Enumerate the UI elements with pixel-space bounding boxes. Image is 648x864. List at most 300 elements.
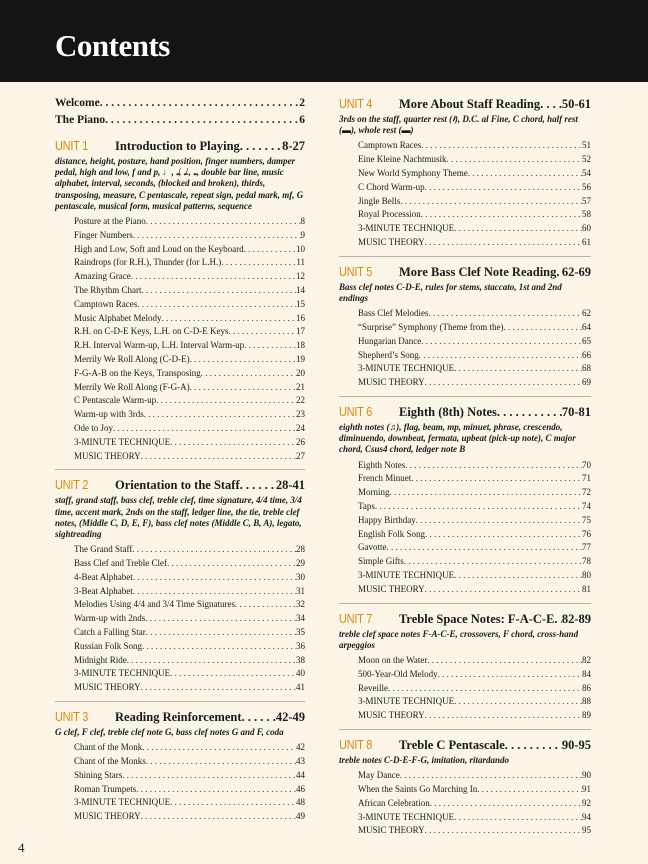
- item-page: 21: [296, 381, 305, 392]
- list-item: [74, 811, 305, 825]
- item-title: Simple Gifts: [358, 556, 404, 567]
- list-item: [74, 354, 305, 368]
- item-title: Russian Folk Song: [74, 640, 143, 651]
- leader-dots: [131, 271, 296, 281]
- unit-pages: 62-69: [561, 264, 591, 279]
- leader-dots: [375, 501, 582, 511]
- list-item: [358, 154, 591, 168]
- item-page: 17: [296, 326, 305, 337]
- item-page: 44: [296, 769, 305, 780]
- leader-dots: [454, 363, 582, 373]
- leader-dots: [454, 696, 582, 706]
- list-item: [74, 216, 305, 230]
- unit-pages: 8-27: [282, 139, 305, 153]
- leader-dots: [142, 641, 296, 651]
- list-item: [74, 613, 305, 627]
- unit-description: G clef, F clef, treble clef note G, bass clef notes G and F, coda: [55, 726, 284, 737]
- unit-section: [339, 612, 591, 730]
- item-page: 27: [296, 450, 305, 461]
- item-title: Jingle Bells: [358, 195, 401, 206]
- list-item: [358, 363, 591, 377]
- list-item: [358, 501, 591, 515]
- leader-dots: [429, 308, 583, 318]
- item-page: 42: [296, 742, 305, 753]
- item-title: 3-MINUTE TECHNIQUE: [74, 797, 171, 808]
- item-title: “Surprise” Symphony (Theme from the): [358, 321, 504, 332]
- leader-dots: [421, 140, 582, 150]
- item-title: Hungarian Dance: [358, 335, 422, 346]
- leader-dots: [190, 382, 296, 392]
- item-page: 78: [582, 556, 591, 567]
- item-page: 70: [582, 459, 591, 470]
- leader-dots: [503, 322, 582, 332]
- item-title: 3-Beat Alphabet: [74, 585, 133, 596]
- leader-dots: [425, 584, 582, 594]
- item-page: 38: [296, 654, 305, 665]
- unit-label: UNIT 4: [339, 97, 373, 111]
- unit-section: [55, 710, 305, 825]
- leader-dots: [421, 336, 582, 346]
- left-column: [55, 97, 305, 825]
- list-item: [74, 655, 305, 669]
- item-page: 36: [296, 640, 305, 651]
- item-page: 68: [582, 363, 591, 374]
- item-title: R.H. on C-D-E Keys, L.H. on C-D-E Keys: [74, 326, 229, 337]
- leader-dots: [146, 627, 296, 637]
- unit-description: treble notes C-D-E-F-G, imitation, ritardando: [339, 754, 510, 765]
- item-page: 90: [582, 770, 591, 781]
- unit-pages: 42-49: [275, 709, 305, 724]
- leader-dots: [425, 237, 582, 247]
- item-page: 91: [582, 783, 591, 794]
- list-item: [74, 797, 305, 811]
- leader-dots: [235, 599, 296, 609]
- unit-title: Eighth (8th) Notes: [399, 404, 497, 419]
- leader-dots: [167, 558, 296, 568]
- item-title: 4-Beat Alphabet: [74, 571, 133, 582]
- item-title: 3-MINUTE TECHNIQUE: [74, 436, 171, 447]
- page-title: Contents: [55, 28, 170, 63]
- list-item: [358, 336, 591, 350]
- leader-dots: [477, 784, 582, 794]
- unit-section: [339, 265, 591, 397]
- item-title: MUSIC THEORY: [74, 682, 141, 693]
- list-item: [74, 326, 305, 340]
- item-title: African Celebration: [358, 797, 430, 808]
- toc-entry: [55, 97, 305, 114]
- unit-pages: 28-41: [275, 478, 305, 493]
- item-page: 60: [582, 223, 591, 234]
- list-item: [358, 529, 591, 543]
- leader-dots: [425, 377, 582, 387]
- item-title: MUSIC THEORY: [358, 236, 425, 247]
- list-item: [74, 299, 305, 313]
- item-page: 31: [296, 585, 305, 596]
- list-item: [358, 655, 591, 669]
- item-page: 20: [296, 367, 305, 378]
- leader-dots: [162, 313, 297, 323]
- leader-dots: [419, 350, 582, 360]
- section-divider: [339, 396, 591, 397]
- unit-section: [55, 478, 305, 702]
- item-page: 15: [296, 298, 305, 309]
- item-title: MUSIC THEORY: [358, 825, 425, 836]
- list-item: [74, 285, 305, 299]
- leader-dots: [505, 738, 562, 753]
- leader-dots: [241, 710, 275, 725]
- item-page: 41: [296, 682, 305, 693]
- leader-dots: [244, 340, 296, 350]
- leader-dots: [400, 196, 582, 206]
- leader-dots: [146, 756, 296, 766]
- item-page: 64: [582, 321, 591, 332]
- item-page: 52: [582, 154, 591, 165]
- item-page: 23: [296, 409, 305, 420]
- item-page: 86: [582, 682, 591, 693]
- item-title: R.H. Interval Warm-up, L.H. Interval Warm-up: [74, 340, 245, 351]
- list-item: [358, 784, 591, 798]
- item-page: 22: [296, 395, 305, 406]
- unit-pages: 90-95: [561, 737, 591, 752]
- leader-dots: [387, 542, 583, 552]
- unit-section: [339, 738, 591, 839]
- leader-dots: [127, 655, 296, 665]
- item-title: Bass Clef Melodies: [358, 308, 429, 319]
- leader-dots: [240, 139, 282, 154]
- list-item: [74, 770, 305, 784]
- leader-dots: [454, 223, 582, 233]
- item-page: 88: [582, 696, 591, 707]
- item-title: Roman Trumpets: [74, 783, 137, 794]
- item-title: The Grand Staff: [74, 544, 133, 555]
- unit-item-list: [339, 308, 591, 391]
- unit-heading: [339, 612, 591, 627]
- leader-dots: [425, 182, 582, 192]
- item-title: Happy Birthday: [358, 514, 416, 525]
- leader-dots: [146, 216, 301, 226]
- item-title: When the Saints Go Marching In: [358, 783, 478, 794]
- leader-dots: [454, 812, 582, 822]
- leader-dots: [144, 409, 296, 419]
- item-title: Amazing Grace: [74, 271, 131, 282]
- list-item: [358, 669, 591, 683]
- unit-pages: 50-61: [561, 97, 591, 111]
- item-title: Merrily We Roll Along (F-G-A): [74, 381, 190, 392]
- list-item: [358, 584, 591, 598]
- list-item: [74, 451, 305, 465]
- list-item: [358, 168, 591, 182]
- leader-dots: [122, 770, 296, 780]
- item-title: Eighth Notes: [358, 459, 406, 470]
- unit-item-list: [339, 460, 591, 598]
- unit-heading: [339, 405, 591, 420]
- unit-label: UNIT 2: [55, 478, 89, 493]
- item-title: Warm-up with 2nds: [74, 613, 146, 624]
- item-page: 29: [296, 557, 305, 568]
- leader-dots: [438, 669, 582, 679]
- item-title: Moon on the Water: [358, 654, 428, 665]
- leader-dots: [137, 299, 296, 309]
- header-bar: [0, 0, 648, 82]
- item-title: MUSIC THEORY: [358, 377, 425, 388]
- list-item: [74, 313, 305, 327]
- unit-title: Introduction to Playing: [115, 139, 240, 153]
- list-item: [74, 572, 305, 586]
- item-page: 65: [582, 335, 591, 346]
- list-item: [74, 437, 305, 451]
- leader-dots: [454, 570, 582, 580]
- list-item: [358, 710, 591, 724]
- item-page: 48: [296, 797, 305, 808]
- unit-section: [339, 405, 591, 604]
- section-divider: [339, 256, 591, 257]
- leader-dots: [145, 613, 296, 623]
- toc-entry-title: Welcome: [55, 97, 100, 109]
- unit-title: Reading Reinforcement: [115, 709, 242, 724]
- item-page: 11: [296, 257, 305, 268]
- item-page: 51: [582, 140, 591, 151]
- leader-dots: [425, 825, 582, 835]
- leader-dots: [201, 368, 296, 378]
- item-title: Royal Procession: [358, 209, 421, 220]
- leader-dots: [170, 797, 296, 807]
- item-page: 43: [296, 755, 305, 766]
- unit-title: More About Staff Reading: [399, 97, 541, 111]
- item-page: 71: [582, 473, 591, 484]
- list-item: [358, 223, 591, 237]
- leader-dots: [100, 97, 300, 109]
- item-title: Bass Clef and Treble Clef: [74, 557, 167, 568]
- item-page: 61: [582, 236, 591, 247]
- item-title: Posture at the Piano: [74, 216, 146, 227]
- leader-dots: [228, 326, 296, 336]
- item-page: 12: [296, 271, 305, 282]
- item-title: French Minuet: [358, 473, 412, 484]
- leader-dots: [421, 209, 582, 219]
- list-item: [74, 409, 305, 423]
- leader-dots: [221, 257, 296, 267]
- unit-description: Bass clef notes C-D-E, rules for stems, staccato, 1st and 2nd endings: [339, 281, 562, 303]
- list-item: [74, 784, 305, 798]
- item-title: Chant of the Monks: [74, 755, 146, 766]
- leader-dots: [400, 770, 582, 780]
- leader-dots: [113, 423, 296, 433]
- unit-item-list: [339, 140, 591, 250]
- item-title: F-G-A-B on the Keys, Transposing: [74, 367, 201, 378]
- item-title: Eine Kleine Nachtmusik: [358, 154, 447, 165]
- item-page: 10: [296, 243, 305, 254]
- toc-entry-title: The Piano: [55, 114, 106, 126]
- item-page: 34: [296, 613, 305, 624]
- leader-dots: [156, 395, 296, 405]
- list-item: [358, 209, 591, 223]
- leader-dots: [132, 544, 296, 554]
- list-item: [358, 812, 591, 826]
- unit-pages: 82-89: [561, 611, 591, 626]
- item-title: Reveille: [358, 682, 388, 693]
- section-divider: [339, 729, 591, 730]
- leader-dots: [133, 230, 301, 240]
- item-page: 62: [582, 308, 591, 319]
- item-page: 14: [296, 285, 305, 295]
- unit-item-list: [339, 770, 591, 839]
- list-item: [358, 308, 591, 322]
- leader-dots: [425, 529, 582, 539]
- list-item: [358, 825, 591, 839]
- leader-dots: [390, 487, 583, 497]
- item-title: 3-MINUTE TECHNIQUE: [358, 363, 455, 374]
- item-title: English Folk Song: [358, 528, 426, 539]
- item-title: 3-MINUTE TECHNIQUE: [358, 569, 455, 580]
- item-page: 35: [296, 626, 305, 637]
- leader-dots: [497, 405, 562, 420]
- list-item: [74, 641, 305, 655]
- item-title: 3-MINUTE TECHNIQUE: [358, 223, 455, 234]
- item-page: 40: [296, 668, 305, 679]
- list-item: [358, 350, 591, 364]
- item-title: Midnight Ride: [74, 654, 127, 665]
- item-page: 19: [296, 353, 305, 364]
- leader-dots: [427, 655, 582, 665]
- leader-dots: [136, 784, 296, 794]
- leader-dots: [416, 515, 582, 525]
- list-item: [358, 182, 591, 196]
- item-title: MUSIC THEORY: [74, 811, 141, 822]
- item-page: 74: [582, 500, 591, 511]
- list-item: [74, 742, 305, 756]
- item-page: 76: [582, 528, 591, 539]
- item-title: Shepherd’s Song: [358, 349, 419, 360]
- item-page: 18: [296, 340, 305, 351]
- list-item: [358, 683, 591, 697]
- leader-dots: [468, 168, 582, 178]
- item-title: 3-MINUTE TECHNIQUE: [358, 696, 455, 707]
- list-item: [74, 382, 305, 396]
- item-title: Warm-up with 3rds: [74, 409, 144, 420]
- unit-label: UNIT 3: [55, 709, 89, 724]
- toc-entry: [55, 114, 305, 131]
- unit-heading: [339, 738, 591, 753]
- list-item: [358, 556, 591, 570]
- item-page: 94: [582, 811, 591, 822]
- item-page: 89: [582, 710, 591, 721]
- list-item: [358, 377, 591, 391]
- item-page: 69: [582, 377, 591, 388]
- item-page: 9: [300, 229, 305, 240]
- item-title: MUSIC THEORY: [358, 710, 425, 721]
- list-item: [358, 515, 591, 529]
- item-title: Ode to Joy: [74, 422, 113, 433]
- item-title: The Rhythm Chart: [74, 285, 142, 295]
- unit-label: UNIT 5: [339, 264, 373, 279]
- unit-label: UNIT 6: [339, 404, 373, 419]
- section-divider: [339, 603, 591, 604]
- list-item: [74, 244, 305, 258]
- leader-dots: [554, 612, 561, 627]
- leader-dots: [133, 572, 296, 582]
- item-title: Catch a Falling Star: [74, 626, 146, 637]
- item-title: May Dance: [358, 770, 400, 781]
- list-item: [74, 340, 305, 354]
- leader-dots: [141, 451, 296, 461]
- item-page: 92: [582, 797, 591, 808]
- item-page: 28: [296, 544, 305, 555]
- unit-label: UNIT 1: [55, 139, 89, 153]
- list-item: [358, 237, 591, 251]
- item-page: 8: [300, 216, 305, 227]
- list-item: [74, 756, 305, 770]
- list-item: [358, 798, 591, 812]
- item-page: 24: [296, 422, 305, 433]
- item-title: Gavotte: [358, 542, 387, 553]
- list-item: [358, 696, 591, 710]
- unit-label: UNIT 7: [339, 611, 373, 626]
- unit-heading: [339, 265, 591, 280]
- leader-dots: [411, 473, 582, 483]
- item-title: MUSIC THEORY: [74, 450, 141, 461]
- toc-entry-page: 2: [299, 97, 305, 109]
- unit-title: Treble C Pentascale: [399, 737, 505, 752]
- leader-dots: [540, 97, 562, 112]
- list-item: [74, 230, 305, 244]
- list-item: [74, 682, 305, 696]
- list-item: [74, 395, 305, 409]
- item-title: Melodies Using 4/4 and 3/4 Time Signatures: [74, 599, 236, 610]
- item-page: 80: [582, 569, 591, 580]
- leader-dots: [425, 710, 582, 720]
- item-page: 81: [582, 583, 591, 594]
- item-page: 30: [296, 571, 305, 582]
- unit-item-list: [339, 655, 591, 724]
- unit-description: distance, height, posture, hand position, finger numbers, damper pedal, high and low, f and p, ♩, 𝅗𝅥, 𝅗𝅥., 𝅝, double bar line, music alphabet, interval, seconds, (blocked and broken), thirds, transposing, measure, C pentascale, repeat sign, pedal mark, mf, G pentascale, musical form, musical patterns, sequence: [55, 156, 304, 211]
- item-title: Finger Numbers: [74, 229, 133, 240]
- list-item: [358, 473, 591, 487]
- leader-dots: [170, 437, 296, 447]
- section-divider: [55, 701, 305, 702]
- item-title: Merrily We Roll Along (C-D-E): [74, 353, 190, 364]
- unit-description: 3rds on the staff, quarter rest (𝄽), D.C. al Fine, C chord, half rest (▬), whole rest (▬): [339, 114, 578, 136]
- leader-dots: [240, 478, 276, 493]
- item-page: 75: [582, 514, 591, 525]
- item-title: Morning: [358, 487, 390, 498]
- leader-dots: [105, 114, 299, 126]
- unit-title: Treble Space Notes: F-A-C-E: [399, 611, 555, 626]
- leader-dots: [141, 682, 296, 692]
- unit-item-list: [55, 742, 305, 825]
- unit-description: treble clef space notes F-A-C-E, crossovers, F chord, cross-hand arpeggios: [339, 628, 579, 650]
- item-title: Shining Stars: [74, 769, 123, 780]
- leader-dots: [244, 244, 296, 254]
- item-title: MUSIC THEORY: [358, 583, 425, 594]
- section-divider: [55, 469, 305, 470]
- item-title: C Chord Warm-up: [358, 181, 425, 192]
- toc-entry-page: 6: [299, 114, 305, 126]
- list-item: [74, 368, 305, 382]
- list-item: [358, 487, 591, 501]
- unit-heading: [55, 710, 305, 725]
- unit-pages: 70-81: [561, 404, 591, 419]
- unit-section: [55, 139, 305, 470]
- unit-item-list: [55, 216, 305, 464]
- item-title: Raindrops (for R.H.), Thunder (for L.H.): [74, 257, 222, 268]
- unit-heading: [339, 97, 591, 112]
- item-page: 16: [296, 312, 305, 323]
- leader-dots: [170, 668, 296, 678]
- leader-dots: [405, 460, 582, 470]
- item-page: 57: [582, 195, 591, 206]
- leader-dots: [142, 285, 297, 295]
- leader-dots: [388, 683, 582, 693]
